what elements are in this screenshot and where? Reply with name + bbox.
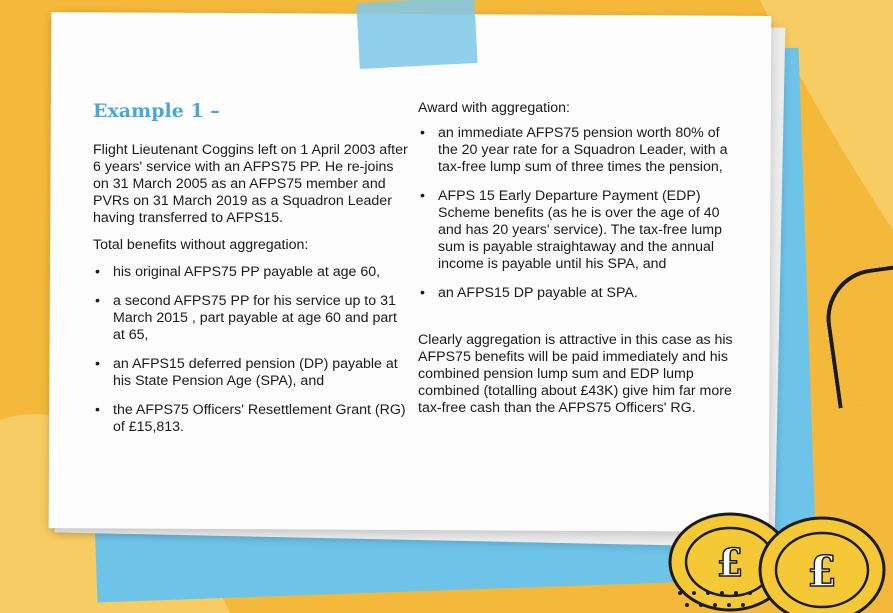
example-heading: Example 1 – (93, 100, 220, 122)
list-item (93, 293, 408, 344)
bullet-icon: • (420, 285, 425, 301)
dot-pattern-decoration (670, 585, 893, 613)
without-aggregation-list (93, 264, 408, 436)
right-column (418, 100, 733, 427)
with-aggregation-heading: Award with aggregation: (418, 100, 570, 116)
list-item-text: an immediate AFPS75 pension worth 80% of the 20 year rate for a Squadron Leader, with a tax-free lump sum of three times the pension, (438, 125, 728, 175)
bullet-icon: • (420, 125, 425, 141)
intro-paragraph: Flight Lieutenant Coggins left on 1 April 2003 after 6 years' service with an AFPS75 PP. He re-joins on 31 March 2005 as an AFPS75 member and PVRs on 31 March 2019 as a Squadron Leader having transferred to AFPS15. (93, 142, 408, 226)
list-item (93, 356, 408, 390)
bullet-icon: • (420, 188, 425, 204)
bullet-icon: • (95, 356, 100, 372)
left-column (93, 98, 408, 448)
conclusion-paragraph: Clearly aggregation is attractive in this case as his AFPS75 benefits will be paid immediately and his combined pension lump sum and EDP lump combined (totalling about £43K) give him far more tax-free cash than the AFPS75 Officers' RG. (418, 332, 733, 416)
list-item-text: the AFPS75 Officers' Resettlement Grant (RG) of £15,813. (113, 402, 406, 435)
list-item (93, 264, 408, 281)
list-item (418, 125, 733, 176)
without-aggregation-heading: Total benefits without aggregation: (93, 237, 309, 253)
list-item (418, 188, 733, 273)
list-item-text: an AFPS15 DP payable at SPA. (438, 285, 638, 301)
bullet-icon: • (95, 293, 100, 309)
list-item (93, 402, 408, 436)
bullet-icon: • (95, 402, 100, 418)
list-item-text: his original AFPS75 PP payable at age 60, (113, 264, 381, 280)
bullet-icon: • (95, 264, 100, 280)
list-item-text: an AFPS15 deferred pension (DP) payable at his State Pension Age (SPA), and (113, 356, 398, 389)
with-aggregation-list (418, 125, 733, 302)
list-item-text: AFPS 15 Early Departure Payment (EDP) Scheme benefits (as he is over the age of 40 and has 20 years' service). The tax-free lump sum is payable straightaway and the annual income is payable until his SPA, and (438, 188, 722, 272)
svg-text:£: £ (716, 540, 744, 585)
svg-text:£: £ (807, 547, 837, 596)
list-item (418, 285, 733, 302)
list-item-text: a second AFPS75 PP for his service up to 31 March 2015 , part payable at age 60 and part at 65, (113, 293, 397, 343)
